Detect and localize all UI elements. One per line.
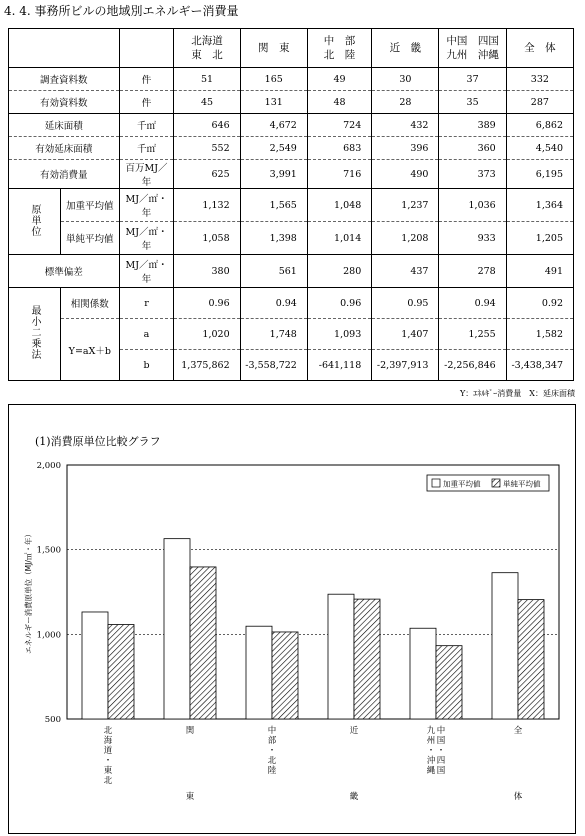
cell: 625: [174, 160, 240, 189]
x-tick-label: 州: [426, 736, 436, 746]
row-unit: r: [119, 288, 174, 319]
cell: 0.94: [439, 288, 506, 319]
bar-weighted: [410, 628, 436, 719]
bar-simple: [190, 567, 216, 719]
row-label: 標準偏差: [9, 255, 120, 288]
table-row: [9, 68, 574, 91]
row-label: 加重平均値: [61, 189, 120, 222]
row-unit: 千㎡: [119, 114, 174, 137]
cell: 37: [439, 68, 506, 91]
x-tick-label: 近: [349, 726, 359, 736]
cell: 432: [372, 114, 439, 137]
row-label: 有効消費量: [9, 160, 120, 189]
cell: 552: [174, 137, 240, 160]
cell: 165: [240, 68, 307, 91]
cell: 1,020: [174, 319, 240, 350]
table-row: [9, 114, 574, 137]
cell: 0.94: [240, 288, 307, 319]
x-tick-label: 国: [436, 766, 446, 776]
region-header: 北海道 東 北: [174, 29, 240, 68]
x-tick-label: 北: [103, 776, 113, 786]
cell: 683: [307, 137, 371, 160]
cell: 360: [439, 137, 506, 160]
cell: 51: [174, 68, 240, 91]
cell: 1,407: [372, 319, 439, 350]
table-row: [9, 255, 574, 288]
row-unit: 件: [119, 91, 174, 114]
cell: 1,565: [240, 189, 307, 222]
table-row: [9, 137, 574, 160]
region-header: 中 部 北 陸: [307, 29, 371, 68]
bar-simple: [272, 632, 298, 719]
cell: 35: [439, 91, 506, 114]
table-row: [9, 189, 574, 222]
row-unit: MJ／㎡・年: [119, 222, 174, 255]
x-tick-label: 体: [513, 792, 523, 802]
x-tick-label: 中: [267, 726, 277, 736]
bar-simple: [108, 625, 134, 719]
bar-simple: [436, 646, 462, 719]
row-unit: 件: [119, 68, 174, 91]
x-tick-label: 東: [185, 792, 195, 802]
cell: 30: [372, 68, 439, 91]
cell: 491: [506, 255, 573, 288]
cell: 389: [439, 114, 506, 137]
cell: 332: [506, 68, 573, 91]
cell: 4,672: [240, 114, 307, 137]
table-row: [9, 91, 574, 114]
header-row: [9, 29, 574, 68]
x-tick-label: 部: [267, 736, 277, 746]
y-tick-label: 500: [44, 715, 61, 725]
plot-frame: [67, 465, 559, 719]
cell: 6,195: [506, 160, 573, 189]
bar-simple: [354, 599, 380, 719]
row-label: 相関係数: [61, 288, 120, 319]
bar-simple: [518, 600, 544, 719]
cell: 561: [240, 255, 307, 288]
row-unit: MJ／㎡・年: [119, 189, 174, 222]
cell: 1,582: [506, 319, 573, 350]
x-tick-label: 国: [436, 736, 446, 746]
row-unit: MJ／㎡・年: [119, 255, 174, 288]
cell: 1,205: [506, 222, 573, 255]
cell: 1,058: [174, 222, 240, 255]
cell: -641,118: [307, 350, 371, 381]
y-tick-label: 1,000: [36, 630, 61, 641]
region-header: 関 東: [240, 29, 307, 68]
x-tick-label: 中: [436, 726, 446, 736]
cell: -2,397,913: [372, 350, 439, 381]
header-blank: [9, 29, 120, 68]
cell: -3,438,347: [506, 350, 573, 381]
cell: 287: [506, 91, 573, 114]
x-tick-label: 四: [436, 756, 446, 766]
chart-title: (1)消費原単位比較グラフ: [35, 435, 161, 448]
legend-label: 加重平均値: [443, 479, 481, 489]
header-unit-blank: [119, 29, 174, 68]
x-tick-label: 道: [103, 746, 113, 756]
regression-formula: Y=aX＋b: [61, 319, 120, 381]
region-header: 近 畿: [372, 29, 439, 68]
legend-swatch: [432, 479, 440, 487]
cell: -3,558,722: [240, 350, 307, 381]
row-unit: 千㎡: [119, 137, 174, 160]
cell: 45: [174, 91, 240, 114]
table-row: [9, 160, 574, 189]
row-label: 有効延床面積: [9, 137, 120, 160]
table-note: Y：ｴﾈﾙｷﾞｰ消費量 X：延床面積: [460, 389, 575, 398]
bar-weighted: [164, 539, 190, 719]
cell: 0.96: [307, 288, 371, 319]
chart-panel: [8, 404, 576, 834]
x-tick-label: 海: [103, 736, 113, 746]
cell: 1,364: [506, 189, 573, 222]
group-label-unit: 原単位: [9, 189, 61, 255]
cell: 380: [174, 255, 240, 288]
cell: 1,036: [439, 189, 506, 222]
x-tick-label: 全: [513, 726, 523, 736]
legend-label: 単純平均値: [503, 479, 541, 489]
cell: 49: [307, 68, 371, 91]
region-header: 中国 四国 九州 沖縄: [439, 29, 506, 68]
cell: 1,237: [372, 189, 439, 222]
cell: 131: [240, 91, 307, 114]
page-title: 4. 4. 事務所ビルの地域別エネルギー消費量: [4, 4, 239, 18]
group-label-regression: 最小二乗法: [9, 288, 61, 381]
cell: 1,375,862: [174, 350, 240, 381]
cell: 724: [307, 114, 371, 137]
cell: 1,255: [439, 319, 506, 350]
cell: 48: [307, 91, 371, 114]
cell: 278: [439, 255, 506, 288]
cell: 1,014: [307, 222, 371, 255]
cell: 0.96: [174, 288, 240, 319]
cell: 1,398: [240, 222, 307, 255]
region-header: 全 体: [506, 29, 573, 68]
x-tick-label: 北: [103, 726, 113, 736]
row-unit: b: [119, 350, 174, 381]
legend-swatch: [492, 479, 500, 487]
bar-weighted: [246, 626, 272, 719]
table-row: [9, 319, 574, 350]
cell: -2,256,846: [439, 350, 506, 381]
x-tick-label: ・: [103, 756, 113, 766]
cell: 1,748: [240, 319, 307, 350]
table-row: [9, 288, 574, 319]
cell: 646: [174, 114, 240, 137]
x-tick-label: 陸: [267, 766, 277, 776]
x-tick-label: 沖: [426, 756, 436, 766]
cell: 396: [372, 137, 439, 160]
cell: 4,540: [506, 137, 573, 160]
cell: 2,549: [240, 137, 307, 160]
x-tick-label: ・: [436, 746, 446, 756]
x-tick-label: 東: [103, 766, 113, 776]
cell: 280: [307, 255, 371, 288]
cell: 1,208: [372, 222, 439, 255]
x-tick-label: ・: [426, 746, 436, 756]
cell: 933: [439, 222, 506, 255]
y-tick-label: 2,000: [36, 461, 61, 471]
cell: 0.95: [372, 288, 439, 319]
x-tick-label: ・: [267, 746, 277, 756]
cell: 437: [372, 255, 439, 288]
cell: 490: [372, 160, 439, 189]
x-tick-label: 畿: [349, 792, 359, 802]
row-label: 単純平均値: [61, 222, 120, 255]
row-label: 有効資料数: [9, 91, 120, 114]
cell: 373: [439, 160, 506, 189]
x-tick-label: 北: [267, 756, 277, 766]
bar-weighted: [82, 612, 108, 719]
cell: 716: [307, 160, 371, 189]
cell: 3,991: [240, 160, 307, 189]
row-label: 延床面積: [9, 114, 120, 137]
y-tick-label: 1,500: [36, 545, 61, 556]
cell: 1,132: [174, 189, 240, 222]
table-row: [9, 222, 574, 255]
row-unit: a: [119, 319, 174, 350]
x-tick-label: 九: [426, 726, 436, 736]
row-unit: 百万MJ／年: [119, 160, 174, 189]
y-axis-label: エネルギー消費原単位（MJ/㎡・年）: [24, 530, 33, 654]
x-tick-label: 関: [185, 726, 195, 736]
bar-weighted: [328, 594, 354, 719]
cell: 1,093: [307, 319, 371, 350]
x-tick-label: 縄: [426, 766, 436, 776]
row-label: 調査資料数: [9, 68, 120, 91]
cell: 28: [372, 91, 439, 114]
bar-weighted: [492, 573, 518, 719]
energy-table: [8, 28, 574, 381]
cell: 1,048: [307, 189, 371, 222]
cell: 0.92: [506, 288, 573, 319]
cell: 6,862: [506, 114, 573, 137]
bar-chart: [9, 405, 575, 833]
